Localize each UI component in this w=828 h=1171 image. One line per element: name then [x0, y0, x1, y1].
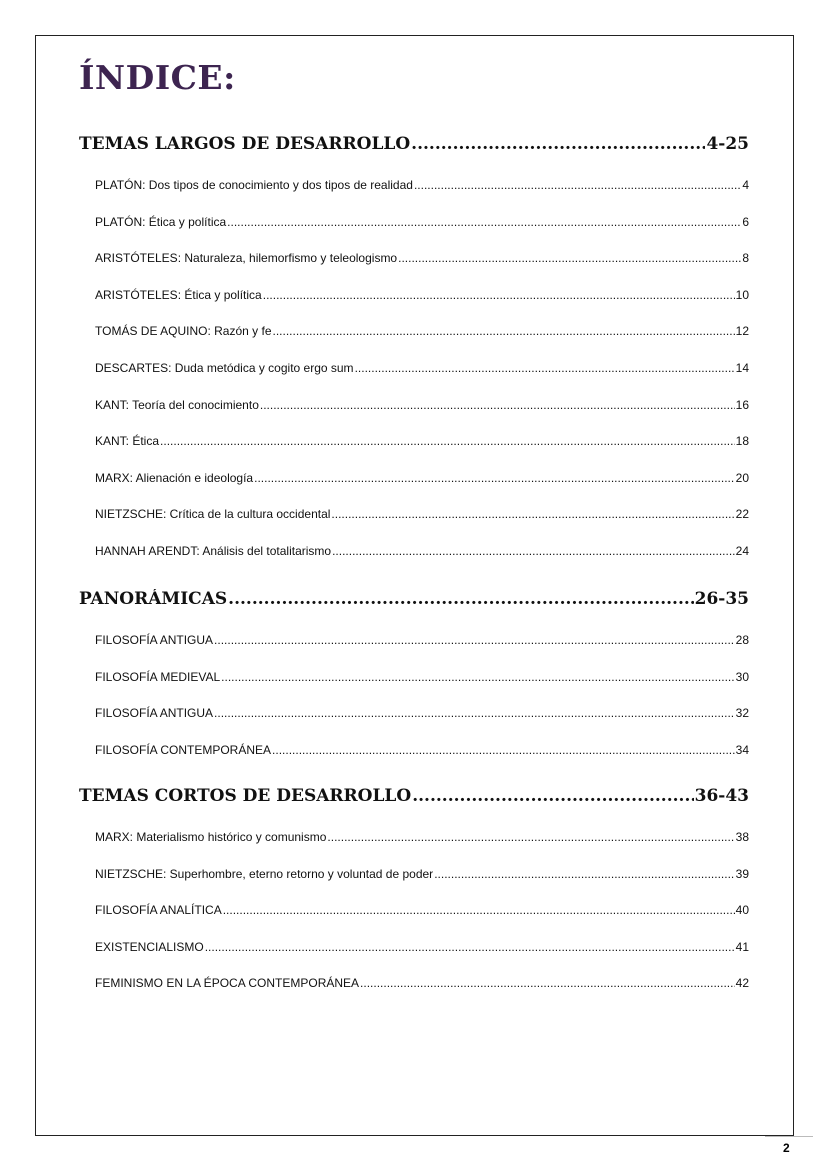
toc-entry[interactable] [95, 434, 749, 448]
toc-entry[interactable] [95, 940, 749, 954]
footer-rule [765, 1136, 813, 1137]
toc-page: 24 [735, 544, 749, 558]
toc-entry[interactable] [95, 215, 749, 229]
toc-label: NIETZSCHE: Superhombre, eterno retorno y voluntad de poder [95, 866, 434, 881]
toc-page: 41 [735, 939, 749, 954]
toc-page: 16 [735, 397, 749, 412]
toc-entry[interactable] [95, 830, 749, 844]
toc-page: 10 [735, 287, 749, 302]
toc-label: EXISTENCIALISMO [95, 939, 204, 954]
toc-label: DESCARTES: Duda metódica y cogito ergo sum [95, 361, 354, 375]
leader-dots [355, 361, 735, 375]
toc-page: 12 [735, 324, 749, 339]
toc-page: 32 [735, 706, 749, 721]
toc-entry[interactable] [95, 361, 749, 375]
toc-entry[interactable] [95, 976, 749, 990]
leader-dots [254, 471, 735, 485]
leader-dots [263, 288, 735, 302]
leader-dots [214, 706, 735, 720]
toc-label: ARISTÓTELES: Ética y política [95, 287, 262, 302]
leader-dots [414, 178, 741, 192]
toc-label: HANNAH ARENDT: Análisis del totalitarismo [95, 544, 332, 558]
toc-page: 42 [735, 976, 749, 991]
toc-page: 28 [735, 633, 749, 647]
toc-section-heading[interactable] [79, 589, 749, 609]
toc-entry[interactable] [95, 706, 749, 720]
toc-page: 39 [735, 866, 749, 881]
toc-label: KANT: Ética [95, 434, 160, 449]
leader-dots [205, 940, 735, 954]
leader-dots [327, 830, 734, 844]
page-title: ÍNDICE: [79, 58, 236, 97]
toc-label: PLATÓN: Ética y política [95, 214, 227, 229]
toc-entry[interactable] [95, 633, 749, 647]
toc-label: FILOSOFÍA ANTIGUA [95, 706, 214, 721]
toc-page: 34 [735, 742, 749, 757]
leader-dots [412, 786, 693, 806]
leader-dots [434, 867, 734, 881]
toc-page: 20 [735, 470, 749, 485]
leader-dots [223, 903, 735, 917]
leader-dots [227, 215, 741, 229]
toc-entry[interactable] [95, 903, 749, 917]
toc-entry[interactable] [95, 288, 749, 302]
toc-label: FILOSOFÍA CONTEMPORÁNEA [95, 742, 272, 757]
leader-dots [331, 507, 734, 521]
leader-dots [228, 589, 693, 609]
toc-label: TOMÁS DE AQUINO: Razón y fe [95, 324, 272, 339]
toc-label: FEMINISMO EN LA ÉPOCA CONTEMPORÁNEA [95, 976, 360, 991]
toc-entry[interactable] [95, 251, 749, 265]
leader-dots [260, 398, 735, 412]
toc-entry[interactable] [95, 471, 749, 485]
leader-dots [214, 633, 735, 647]
toc-label: TEMAS LARGOS DE DESARROLLO [79, 134, 411, 154]
toc-page: 4-25 [706, 134, 749, 154]
leader-dots [221, 670, 734, 684]
leader-dots [398, 251, 741, 265]
toc-page: 8 [742, 251, 749, 266]
leader-dots [332, 544, 735, 558]
toc-entry[interactable] [95, 178, 749, 192]
toc-page: 30 [735, 669, 749, 684]
toc-entry[interactable] [95, 507, 749, 521]
toc-entry[interactable] [95, 743, 749, 757]
toc-entry[interactable] [95, 670, 749, 684]
toc-label: MARX: Alienación e ideología [95, 470, 254, 485]
toc-section-heading[interactable] [79, 134, 749, 154]
leader-dots [160, 434, 735, 448]
toc-label: FILOSOFÍA MEDIEVAL [95, 669, 221, 684]
toc-entry[interactable] [95, 398, 749, 412]
toc-page: 22 [735, 507, 749, 522]
toc-label: PANORÁMICAS [79, 589, 228, 609]
toc-label: FILOSOFÍA ANALÍTICA [95, 903, 222, 918]
leader-dots [272, 743, 735, 757]
toc-page: 38 [735, 830, 749, 844]
toc-label: NIETZSCHE: Crítica de la cultura occidental [95, 507, 331, 522]
leader-dots [273, 324, 735, 338]
toc-entry[interactable] [95, 324, 749, 338]
page-border [35, 35, 794, 1136]
toc-label: FILOSOFÍA ANTIGUA [95, 633, 214, 647]
toc-page: 4 [742, 178, 749, 192]
toc-page: 6 [742, 214, 749, 229]
toc-page: 36-43 [694, 786, 749, 806]
toc-label: PLATÓN: Dos tipos de conocimiento y dos tipos de realidad [95, 178, 413, 192]
toc-page: 26-35 [694, 589, 749, 609]
page-number: 2 [783, 1141, 790, 1155]
toc-label: MARX: Materialismo histórico y comunismo [95, 830, 327, 844]
toc-label: ARISTÓTELES: Naturaleza, hilemorfismo y teleologismo [95, 251, 398, 266]
toc-entry[interactable] [95, 867, 749, 881]
toc-page: 40 [735, 903, 749, 918]
toc-label: KANT: Teoría del conocimiento [95, 397, 259, 412]
leader-dots [360, 976, 735, 990]
toc-page: 18 [735, 434, 749, 449]
toc-label: TEMAS CORTOS DE DESARROLLO [79, 786, 412, 806]
toc-section-heading[interactable] [79, 786, 749, 806]
leader-dots [411, 134, 705, 154]
toc-entry[interactable] [95, 544, 749, 558]
toc-page: 14 [735, 361, 749, 375]
